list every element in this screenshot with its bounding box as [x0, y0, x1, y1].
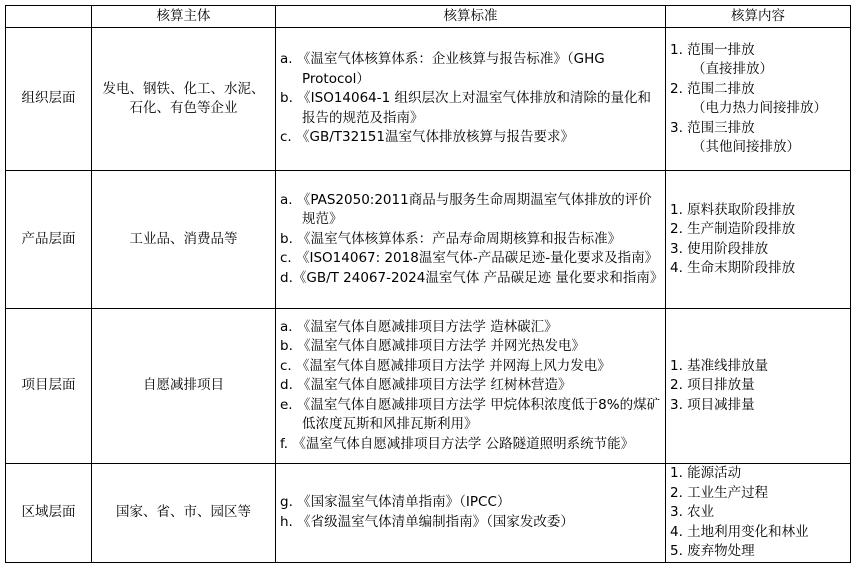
standard-item: g. 《国家温室气体清单指南》（IPCC） — [280, 494, 511, 511]
contents-cell — [666, 171, 851, 309]
header-standard: 核算标准 — [276, 6, 666, 28]
standard-item: d.《GB/T 24067-2024温室气体 产品碳足迹 量化要求和指南》 — [280, 269, 664, 286]
standards-cell — [276, 28, 666, 171]
subject-cell: 工业品、消费品等 — [92, 171, 276, 309]
contents-cell — [666, 28, 851, 171]
header-subject: 核算主体 — [92, 6, 276, 28]
level-cell: 区域层面 — [6, 464, 92, 563]
content-item: 3. 项目减排量 — [670, 396, 755, 413]
content-item: 1. 原料获取阶段排放 — [670, 201, 796, 218]
content-item: 5. 废弃物处理 — [670, 543, 755, 559]
content-item: 3. 范围三排放 — [670, 119, 755, 136]
standards-cell — [276, 171, 666, 309]
content-item: （电力热力间接排放） — [692, 100, 827, 116]
content-item: 4. 土地利用变化和林业 — [670, 523, 809, 540]
header-row — [6, 6, 851, 28]
content-item: 1. 能源活动 — [670, 465, 742, 481]
subject-cell: 自愿减排项目 — [92, 309, 276, 464]
standard-item: c. 《GB/T32151温室气体排放核算与报告要求》 — [280, 129, 574, 146]
table-row — [6, 309, 851, 464]
level-cell: 组织层面 — [6, 28, 92, 171]
subject-cell: 发电、钢铁、化工、水泥、石化、有色等企业 — [92, 28, 276, 171]
standard-item: h. 《省级温室气体清单编制指南》（国家发改委） — [280, 513, 574, 530]
standard-item: a. 《温室气体自愿减排项目方法学 造林碳汇》 — [280, 318, 558, 335]
standard-item: c. 《温室气体自愿减排项目方法学 并网海上风力发电》 — [280, 357, 611, 374]
content-item: 1. 基准线排放量 — [670, 357, 769, 374]
table-row — [6, 28, 851, 171]
standard-item: a. 《PAS2050:2011商品与服务生命周期温室气体排放的评价规范》 — [280, 191, 652, 228]
table-row — [6, 464, 851, 563]
content-item: 1. 范围一排放 — [670, 41, 755, 58]
header-empty — [6, 6, 92, 28]
standard-item: e. 《温室气体自愿减排项目方法学 甲烷体积浓度低于8%的煤矿低浓度瓦斯和风排瓦斯利用》 — [280, 396, 661, 433]
level-cell: 项目层面 — [6, 309, 92, 464]
content-item: 2. 生产制造阶段排放 — [670, 221, 796, 237]
standard-item: d. 《温室气体自愿减排项目方法学 红树林营造》 — [280, 377, 572, 394]
content-item: 3. 农业 — [670, 504, 715, 520]
content-item: 2. 工业生产过程 — [670, 484, 769, 501]
standard-item: b. 《ISO14064-1 组织层次上对温室气体排放和清除的量化和报告的规范及指南》 — [280, 90, 652, 126]
standards-cell — [276, 309, 666, 464]
content-item: 4. 生命末期阶段排放 — [670, 260, 796, 276]
level-cell: 产品层面 — [6, 171, 92, 309]
content-item: （其他间接排放） — [692, 139, 800, 155]
contents-cell — [666, 464, 851, 563]
content-item: 3. 使用阶段排放 — [670, 240, 769, 257]
content-item: 2. 范围二排放 — [670, 80, 755, 97]
standard-item: a. 《温室气体核算体系：企业核算与报告标准》（GHG Protocol） — [280, 51, 605, 87]
subject-cell: 国家、省、市、园区等 — [92, 464, 276, 563]
standard-item: b. 《温室气体核算体系：产品寿命周期核算和报告标准》 — [280, 230, 622, 247]
content-item: （直接排放） — [692, 61, 773, 77]
standard-item: c. 《ISO14067: 2018温室气体-产品碳足迹-量化要求及指南》 — [280, 250, 659, 267]
content-item: 2. 项目排放量 — [670, 377, 755, 394]
standard-item: f. 《温室气体自愿减排项目方法学 公路隧道照明系统节能》 — [280, 435, 635, 452]
standards-cell — [276, 464, 666, 563]
standard-item: b. 《温室气体自愿减排项目方法学 并网光热发电》 — [280, 338, 585, 355]
header-content: 核算内容 — [666, 6, 851, 28]
contents-cell — [666, 309, 851, 464]
table-row — [6, 171, 851, 309]
carbon-accounting-table — [5, 5, 851, 563]
